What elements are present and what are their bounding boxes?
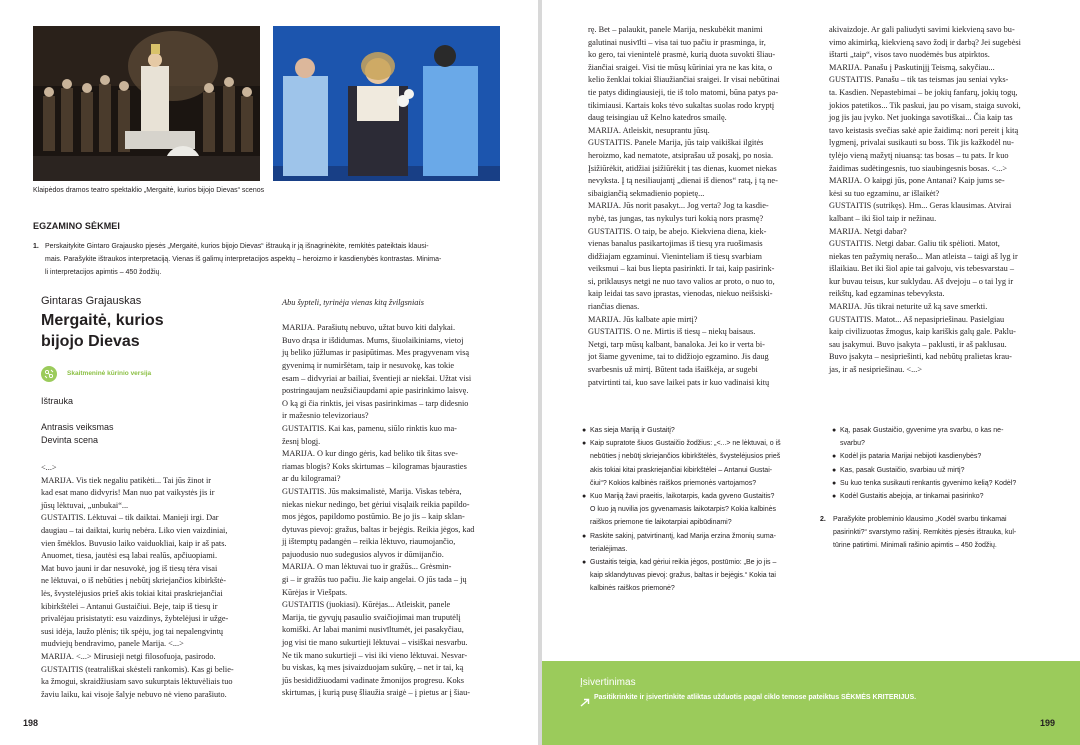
text-line: sau įsakymui. Buvo įsakyta – paklusti, ir aš paklusau. bbox=[829, 339, 1007, 349]
text-line: žesnį blogį. bbox=[282, 436, 321, 446]
question-item bbox=[832, 424, 1068, 450]
text-line: GUSTAITIS. Panele Marija, jūs taip vaikiškai ilgitės bbox=[588, 138, 764, 148]
text-line: susi idėja, laužo plėnis; tik spėju, jog tai nepalengvintų bbox=[41, 626, 224, 636]
text-line: tylėjo vieną mažytį niuansą: tas bosas – tu pats. Ir kuo bbox=[829, 150, 1009, 160]
text-line: bu viskas, ką mes įsivaizduojam sukūrę, – net ir tai, ką bbox=[282, 663, 464, 673]
work-title bbox=[41, 310, 164, 352]
question-line: kaip sklandytuvas pievoj: gražus, baltas ir bejėgis.“ Kokia tai bbox=[590, 572, 776, 580]
question-line: Kuo Mariją žavi praeitis, laikotarpis, kada gyveno Gustaitis? bbox=[590, 493, 775, 501]
self-assessment-text: Pasitikrinkite ir įsivertinkite atliktas užduotis pagal ciklo temose pateiktus SĖKMĖS KRITERIJUS. bbox=[594, 694, 917, 701]
text-line: kėsi su tuo egzaminu, ar išlaikėt? bbox=[829, 188, 940, 198]
text-line: kad esat mano didvyris! Man nuo pat vaikystės jis ir bbox=[41, 488, 215, 498]
text-line: GUSTAITIS. Jūs maksimalistė, Marija. Viskas tebėra, bbox=[282, 486, 462, 496]
text-line: MARIJA. <...> Mirusieji netgi filosofuoja, pasirodo. bbox=[41, 651, 216, 661]
text-line: jūsų lėktuvai, „unbukai“... bbox=[41, 500, 129, 510]
text-line: si, priklausys netgi ne nuo tavo valios ar proto, o nuo to, bbox=[588, 276, 775, 286]
text-column-right-2 bbox=[829, 24, 1057, 377]
text-line: išlaikiau. Bet iki šiol apie tai galvoju, vis tebesvarstau – bbox=[829, 264, 1015, 274]
scene-label: Devinta scena bbox=[41, 435, 99, 445]
text-line: privalėjau prisistatyti: esu vaizdinys, žybtelėjusi ir užge- bbox=[41, 614, 229, 624]
text-line: kalbant – iki šiol taip ir nežinau. bbox=[829, 213, 937, 223]
text-line: mudviejų bendravimo, panele Marija. <...> bbox=[41, 639, 184, 649]
task-number: 1. bbox=[33, 243, 39, 250]
task-number: 2. bbox=[820, 516, 826, 523]
text-line: Abu šypteli, tyrinėja vienas kitą žvilgsniais bbox=[282, 298, 424, 307]
text-line: ir mažesnio televizoriaus? bbox=[282, 411, 369, 421]
page-number-right: 199 bbox=[1040, 718, 1056, 728]
text-line: vimo akimirką, kiekvieną savo žodį ir darbą? Jei sugebėsi bbox=[829, 37, 1021, 47]
text-line: ar du kilogramai? bbox=[282, 474, 341, 484]
question-line: Gustaitis teigia, kad gėriui reikia jėgos, postūmio: „Be jo jis – bbox=[590, 559, 777, 567]
question-line: raiškos priemone tie laikotarpiai apibūdinami? bbox=[590, 519, 732, 527]
text-line: jog jis jau įvyko. Net juokinga savotiškai... Čia kaip tas bbox=[829, 113, 1013, 123]
task-line: Parašykite probleminio klausimo „Kodėl svarbu tinkamai bbox=[833, 516, 1007, 523]
question-list-right bbox=[832, 424, 1068, 503]
bullet-icon: ● bbox=[832, 453, 837, 461]
text-line: didžiajam egzaminui. Vieninteliam iš tiesų svarbiam bbox=[588, 251, 762, 261]
bullet-icon: ● bbox=[832, 427, 837, 434]
text-column-right-1 bbox=[588, 24, 816, 389]
text-line: kaip civilizuotas žmogus, kaip kariškis galų gale. Paklu- bbox=[829, 327, 1016, 337]
question-line: O kuo ją nuvilia jos gyvenamasis laikotarpis? Kokia kalbinės bbox=[590, 506, 776, 514]
text-line: GUSTAITIS. Kai kas, pamenu, siūlo rinktis kuo ma- bbox=[282, 423, 457, 433]
text-line: rę. Bet – palaukit, panele Marija, neskubėkit manimi bbox=[588, 25, 763, 34]
text-line: O ką gi čia rinktis, jei visas pasirinkimas – tarp didesnio bbox=[282, 398, 469, 408]
author-name: Gintaras Grajauskas bbox=[41, 295, 142, 307]
text-line: GUSTAITIS. Matot... Aš nepasipriešinau. Pasielgiau bbox=[829, 314, 1005, 324]
text-line: Kūrėjas ir Viešpats. bbox=[282, 587, 348, 597]
text-line: jį ištemptų padangėn – reikia lėktuvo, riaumojančio, bbox=[282, 537, 456, 547]
text-line: ta. Kasdien. Nepastebimai – be jokių fanfarų, jokių togų, bbox=[829, 87, 1018, 97]
bullet-icon: ● bbox=[582, 427, 587, 434]
text-line: GUSTAITIS. Lėktuvai – tik daiktai. Manieji irgi. Dar bbox=[41, 513, 219, 523]
question-line: nebūties į nebūtį skriejančios kibirkštėlės, švystelėjusios prieš bbox=[590, 453, 781, 461]
question-item bbox=[582, 530, 818, 556]
text-line: tavo keistasis svečias sakė apie žaidimą: nori pereit į kitą bbox=[829, 125, 1019, 135]
digital-version-icon bbox=[41, 366, 57, 382]
task-line: Perskaitykite Gintaro Grajausko pjesės „Mergaitė, kurios bijojo Dievas“ ištrauką ir ją išnagrinėkite, remkitės pateiktais klausi- bbox=[45, 243, 429, 250]
text-line: esam – didvyriai ar bailiai, šventieji ar niekšai. Užtat visi bbox=[282, 373, 472, 383]
text-line: niekas ten pažymių nerašo... Man atleista – taigi aš lyg ir bbox=[829, 251, 1018, 261]
question-item bbox=[832, 477, 1068, 490]
text-line: reikštų, kad egzaminas tebevyksta. bbox=[829, 289, 945, 299]
text-line: jokios patetikos... Tik paskui, jau po visam, staiga suvoki, bbox=[829, 100, 1021, 110]
text-line: riančias dienas. bbox=[588, 302, 640, 312]
left-page bbox=[0, 0, 538, 745]
text-line: akivaizdoje. Ar gali paliudyti savimi kiekvieną savo bu- bbox=[829, 25, 1015, 34]
act-label: Antrasis veiksmas bbox=[41, 422, 114, 432]
text-line: MARIJA. Jūs norit pasakyt... Jog verta? Jog ta kasdie- bbox=[588, 201, 769, 211]
task-line: mais. Parašykite ištraukos interpretaciją. Vienas iš galimų interpretacijos aspektų – heroizmo ir kasdienybės kontrastas. Minima- bbox=[45, 256, 442, 264]
question-line: Kas, pasak Gustaičio, svarbiau už mirtį? bbox=[840, 466, 965, 474]
question-line: Kaip supratote šiuos Gustaičio žodžius: „<...> ne lėktuvai, o iš bbox=[590, 440, 781, 448]
text-line: postringaujam neužsičiaupdami apie pasirinkimo laisvę. bbox=[282, 386, 469, 396]
text-line: Ne tik mano sukurtieji – visi iki vieno lėktuvai. Nesvar- bbox=[282, 650, 468, 660]
text-line: svarbesnis už mirtį. Būtent tada išaiškėja, ar sugebi bbox=[588, 365, 758, 375]
text-line: pajuodusio nuo sudegusios alyvos ir dūmijančio. bbox=[282, 549, 444, 559]
text-line: MARIJA. O man lėktuvai tuo ir gražūs... Grėsmin- bbox=[282, 562, 452, 572]
text-line: Buvo įsakyta – nesipriešinti, kad nebūtų pralietas krau- bbox=[829, 352, 1012, 362]
text-line: daug teisingiau už Kelno katedros smailę. bbox=[588, 113, 727, 123]
text-line: veiksmui – kai bus liepta pasirinkti. Ir tai, kaip pasirink- bbox=[588, 264, 775, 274]
text-line: jog visi tie mano sukurtieji lėktuvai – visiškai nesvarbu. bbox=[282, 638, 468, 648]
text-line: ka žmogui, skraidžiusiam savo sukurptais lėktuvėliais tuo bbox=[41, 677, 233, 687]
bullet-icon: ● bbox=[582, 532, 587, 540]
text-line: jas, ir aš nesipriešinau. <...> bbox=[829, 365, 922, 375]
bullet-icon: ● bbox=[832, 466, 837, 474]
text-line: jūs besididžiuodami vadinate žmonijos progresu. Koks bbox=[282, 675, 465, 685]
text-line: vienas banalus pasikartojimas iš tiesų yra ruošimasis bbox=[588, 239, 763, 249]
text-column-middle bbox=[282, 297, 510, 700]
arrow-icon bbox=[580, 694, 590, 712]
photo-caption: Klaipėdos dramos teatro spektaklio „Mergaitė, kurios bijojo Dievas“ scenos bbox=[33, 187, 265, 194]
text-line: GUSTAITIS (sutrikęs). Hm... Geras klausimas. Atvirai bbox=[829, 201, 1012, 211]
question-line: terialėjimas. bbox=[590, 545, 628, 553]
text-line: jot šiame gyvenime, tai to didžiojo egzamino. Jis daug bbox=[588, 352, 769, 362]
text-line: MARIJA. Jūs tikrai neturite už ką save smerkti. bbox=[829, 302, 988, 312]
text-line: ko gero, tai vienintelė prasmė, kurią duota suvokti šliau- bbox=[588, 50, 776, 60]
bullet-icon: ● bbox=[832, 479, 837, 487]
question-item bbox=[832, 464, 1068, 477]
question-item bbox=[582, 490, 818, 530]
question-line: Raskite sakinį, patvirtinantį, kad Marija erzina žmonių suma- bbox=[590, 532, 776, 540]
text-line: komiški. Ar labai manimi nusivīltumėt, jei pasakyčiau, bbox=[282, 625, 464, 635]
text-line: nybė, tas jungas, tas nykulys turi kokią nors prasmę? bbox=[588, 213, 764, 223]
bullet-icon: ● bbox=[582, 440, 587, 448]
text-line bbox=[282, 310, 510, 323]
section-title: EGZAMINO SĖKMEI bbox=[33, 221, 121, 231]
digital-version-label: Skaitmeninė kūrinio versija bbox=[67, 370, 152, 377]
text-line: dytuvas pievoj: gražus, baltas ir bejėgis. Reikia jėgos, kad bbox=[282, 524, 475, 534]
text-line: Netgi, tarp mūsų kalbant, banaloka. Jei ko ir verta bi- bbox=[588, 339, 765, 349]
question-line: Ką, pasak Gustaičio, gyvenime yra svarbu, o kas ne- bbox=[840, 427, 1004, 434]
question-line: Kodėl jis pataria Marijai nebijoti kasdienybės? bbox=[840, 453, 982, 461]
bullet-icon: ● bbox=[582, 559, 587, 567]
text-line: MARIJA. Vis tiek negaliu patikėti... Tai jūs žinot ir bbox=[41, 475, 212, 485]
text-line: lygmenį, privalai susikauti su boss. Tik jis kažkodėl nu- bbox=[829, 138, 1014, 148]
task-line: tūrine patirtimi. Minimali rašinio apimtis – 450 žodžių. bbox=[833, 542, 997, 550]
question-item bbox=[832, 490, 1068, 503]
text-line: nevyksta. Į tą nesiliaujantį „dienai iš dienos“ ratą, į tą ne- bbox=[588, 176, 778, 186]
text-line: sibaigiančią sekmadienio popietę... bbox=[588, 188, 705, 198]
text-line: gyvenimą ir numiršėtam, taip ir nesuvokę, kas tokie bbox=[282, 360, 455, 370]
page-number-left: 198 bbox=[23, 718, 39, 728]
text-column-left bbox=[41, 462, 269, 701]
text-line: Marija, tie gyvųjų pasaulio svaičiojimai man truputėlį bbox=[282, 612, 461, 622]
work-title-line: Mergaitė, kurios bbox=[41, 312, 164, 329]
text-line: <...> bbox=[41, 463, 57, 472]
text-line: galutinai nusivīlti – visa tai tuo pačiu ir prasminga, ir, bbox=[588, 37, 766, 47]
text-line: žaviu laiku, kai visoje šalyje nebuvo nė vieno parašiuto. bbox=[41, 689, 227, 699]
text-line: tikimiausi. Kartais koks tėvo sukaltas suolas rodo kryptį bbox=[588, 100, 775, 110]
work-title-line: bijojo Dievas bbox=[41, 333, 140, 350]
question-item bbox=[582, 556, 818, 596]
text-line: vien šmėklos. Buvusio laiko vaiduokliai, kaip ir aš pats. bbox=[41, 538, 227, 548]
text-line: ištarti „taip“, visos tavo nuodėmės bus atpirktos. bbox=[829, 50, 990, 60]
text-line: kibirkštėlei – Antanui Gustaičiui. Beje, taip iš tiesų ir bbox=[41, 601, 218, 611]
text-line: GUSTAITIS (teatrališkai skėsteli rankomis). Kas gi belie- bbox=[41, 664, 234, 674]
right-page bbox=[542, 0, 1080, 745]
task-text bbox=[45, 240, 503, 280]
text-line: lės, švystelėjusios prieš akis tokiai kitai praskriejančiai bbox=[41, 588, 223, 598]
text-line: MARIJA. Netgi dabar? bbox=[829, 226, 907, 236]
task-line: li interpretacijos apimtis – 450 žodžių. bbox=[45, 269, 162, 277]
text-line: MARIJA. Atleiskit, nesuprantu jūsų. bbox=[588, 125, 710, 135]
text-line: patvirtinti tai, kuo save laikei pats ir kuo vadinaisi kitų bbox=[588, 377, 770, 387]
text-line: kelio ženklai tokiai šliaužiančiai sraigei. Ir visai nebūtinai bbox=[588, 75, 780, 85]
question-line: Kas sieja Mariją ir Gustaitį? bbox=[590, 427, 675, 434]
question-line: kalbinės raiškos priemonė? bbox=[590, 585, 675, 593]
text-line: daugiau – tai daiktai, kurių nebėra. Liko vien vaizdiniai, bbox=[41, 525, 228, 535]
text-line: MARIJA. Panašu į Paskutinįjį Teismą, sakyčiau... bbox=[829, 62, 995, 72]
text-line: GUSTAITIS. Netgi dabar. Galiu tik spėlioti. Matot, bbox=[829, 239, 1000, 249]
text-line: tie patys didingiausieji, tie iš tolo matomi, būna patys pa- bbox=[588, 87, 779, 97]
question-item bbox=[582, 424, 818, 437]
task-text bbox=[833, 513, 1016, 553]
theatre-photo-1 bbox=[33, 26, 260, 181]
text-line: jų beliko jūžlumas ir pasipūtimas. Mes pragyvenam visą bbox=[282, 348, 470, 358]
text-line: Įsižiūrėkit, atidžiai įsižiūrėkit į tas dienas, kuomet niekas bbox=[588, 163, 777, 173]
question-line: Su kuo tenka susikauti renkantis gyvenimo kelią? Kodėl? bbox=[840, 479, 1017, 487]
text-line: žiančiai sraigei. Visi tie mūsų kūriniai yra ne kas kita, o bbox=[588, 62, 773, 72]
text-line: Buvo drąsa ir išdidumas. Mums, šiuolaikiniams, vietoj bbox=[282, 335, 464, 345]
text-line: heroizmo, kad nematote, atsiprašau už posakį, po nosia. bbox=[588, 150, 774, 160]
text-line: MARIJA. Jūs kalbate apie mirtį? bbox=[588, 314, 698, 324]
question-line: svarbu? bbox=[840, 440, 865, 448]
text-line: niekas niekur nedingo, bet gėriui visąlaik reikia papildo- bbox=[282, 499, 470, 509]
text-line: MARIJA. O kur dingo gėris, kad beliko tik šitas sve- bbox=[282, 449, 458, 459]
text-line: kur buvau teisus, kur suklydau. Aš dvejoju – o tai lyg ir bbox=[829, 276, 1014, 286]
theatre-photo-2 bbox=[273, 26, 500, 181]
task-line: pasirinkti?“ svarstymo rašinį. Remkitės pjesės ištrauka, kul- bbox=[833, 529, 1017, 537]
question-item bbox=[832, 450, 1068, 463]
text-line: GUSTAITIS. O ne. Mirtis iš tiesų – niekų baisaus. bbox=[588, 327, 756, 337]
text-line: GUSTAITIS. Panašu – tik tas teismas jau seniai vyks- bbox=[829, 75, 1009, 85]
text-line: riamas blogis? Koks skirtumas – kilogramas bjaurasties bbox=[282, 461, 467, 471]
excerpt-label: Ištrauka bbox=[41, 396, 74, 406]
text-line: MARIJA. Parašiutų nebuvo, užtat buvo kiti dalykai. bbox=[282, 323, 456, 333]
self-assessment-title: Įsivertinimas bbox=[580, 677, 636, 688]
question-item bbox=[582, 437, 818, 490]
text-line: MARIJA. O kaipgi jūs, pone Antanai? Kaip jums se- bbox=[829, 176, 1005, 186]
bullet-icon: ● bbox=[832, 493, 837, 501]
text-line: žaidimas sudėtingesnis, tuo siaubingesnis bosas. <...> bbox=[829, 163, 1008, 173]
text-line: Anuomet, tiesa, jautėsi esą labai realūs, apčiuopiami. bbox=[41, 551, 218, 561]
question-line: Kodėl Gustaitis abejoja, ar tinkamai pasirinko? bbox=[840, 493, 984, 501]
text-line: Mat buvo jauni ir dar nesuvokė, jog iš tiesų tėra visai bbox=[41, 563, 218, 573]
text-line: gi – ir gražūs tuo pačiu. Jie kaip angelai. O jūs tada – jų bbox=[282, 575, 467, 585]
question-list-left bbox=[582, 424, 818, 596]
text-line: GUSTAITIS (juokiasi). Kūrėjas... Atleiskit, panele bbox=[282, 600, 451, 610]
question-line: čiui“? Kokios kalbinės raiškos priemonės vartojamos? bbox=[590, 479, 757, 487]
text-line: GUSTAITIS. O taip, be abejo. Kiekviena diena, kiek- bbox=[588, 226, 767, 236]
text-line: kaip leidai tas savo įprastas, vienodas, niekuo neišsiski- bbox=[588, 289, 773, 299]
text-line: ne lėktuvai, o iš nebūties į nebūtį skriejančios kibirkštė- bbox=[41, 576, 227, 586]
bullet-icon: ● bbox=[582, 493, 587, 501]
text-line: skirtumas, į kurią pusę šliaužia sraigė – į pietus ar į šiau- bbox=[282, 688, 471, 698]
text-line: mos jėgos, papildomo postūmio. Be jo jis – kaip sklan- bbox=[282, 512, 465, 522]
self-assessment-box bbox=[542, 661, 1080, 745]
question-line: akis tokiai kitai praskriejančiai kibirkštėlei – Antanui Gustai- bbox=[590, 466, 773, 474]
